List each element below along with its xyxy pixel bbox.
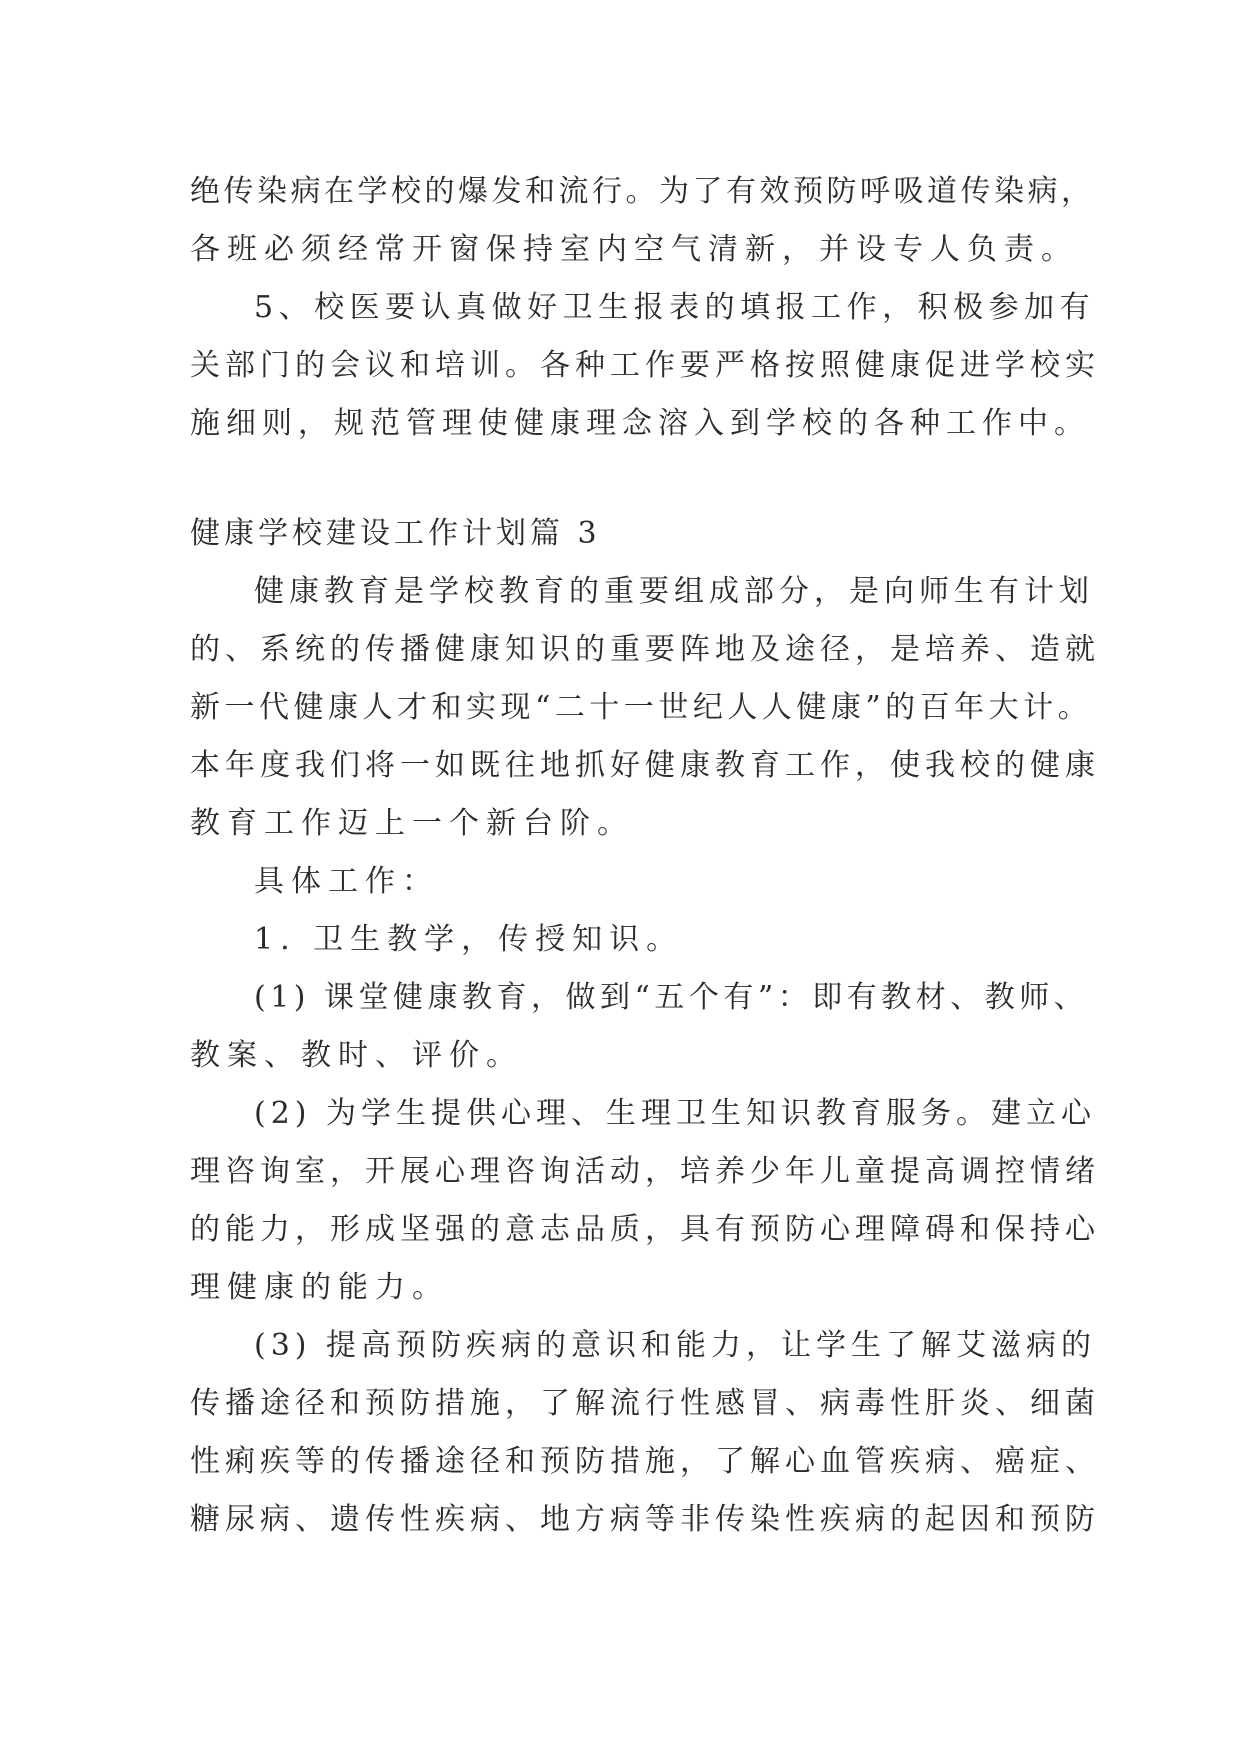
text-line: 具体工作： (254, 864, 439, 899)
text-line: 健康教育是学校教育的重要组成部分，是向师生有计划 (254, 574, 1094, 609)
text-line: 的能力，形成坚强的意志品质，具有预防心理障碍和保持心 (190, 1212, 1100, 1247)
text-line: 1. 卫生教学，传授知识。 (254, 922, 684, 957)
text-line: 理健康的能力。 (190, 1270, 449, 1305)
text-line: 性痢疾等的传播途径和预防措施，了解心血管疾病、癌症、 (190, 1444, 1100, 1479)
text-line: (3) 提高预防疾病的意识和能力，让学生了解艾滋病的 (254, 1328, 1097, 1363)
text-line: 理咨询室，开展心理咨询活动，培养少年儿童提高调控情绪 (190, 1154, 1100, 1189)
text-line: 新一代健康人才和实现“二十一世纪人人健康”的百年大计。 (190, 690, 1093, 725)
text-line: 教育工作迈上一个新台阶。 (190, 806, 634, 841)
text-line: 关部门的会议和培训。各种工作要严格按照健康促进学校实 (190, 348, 1100, 383)
text-line: 教案、教时、评价。 (190, 1038, 523, 1073)
text-line: 糖尿病、遗传性疾病、地方病等非传染性疾病的起因和预防 (190, 1502, 1100, 1537)
text-line: (1) 课堂健康教育，做到“五个有”：即有教材、教师、 (254, 980, 1089, 1015)
text-line: 施细则，规范管理使健康理念溶入到学校的各种工作中。 (190, 406, 1090, 441)
text-line: 各班必须经常开窗保持室内空气清新，并设专人负责。 (190, 232, 1078, 267)
section-heading: 健康学校建设工作计划篇 3 (190, 516, 601, 551)
text-line: 本年度我们将一如既往地抓好健康教育工作，使我校的健康 (190, 748, 1100, 783)
text-line: (2) 为学生提供心理、生理卫生知识教育服务。建立心 (254, 1096, 1097, 1131)
text-line: 传播途径和预防措施，了解流行性感冒、病毒性肝炎、细菌 (190, 1386, 1100, 1421)
text-line: 5、校医要认真做好卫生报表的填报工作，积极参加有 (254, 290, 1096, 325)
text-line: 绝传染病在学校的爆发和流行。为了有效预防呼吸道传染病， (190, 174, 1095, 209)
text-line: 的、系统的传播健康知识的重要阵地及途径，是培养、造就 (190, 632, 1100, 667)
